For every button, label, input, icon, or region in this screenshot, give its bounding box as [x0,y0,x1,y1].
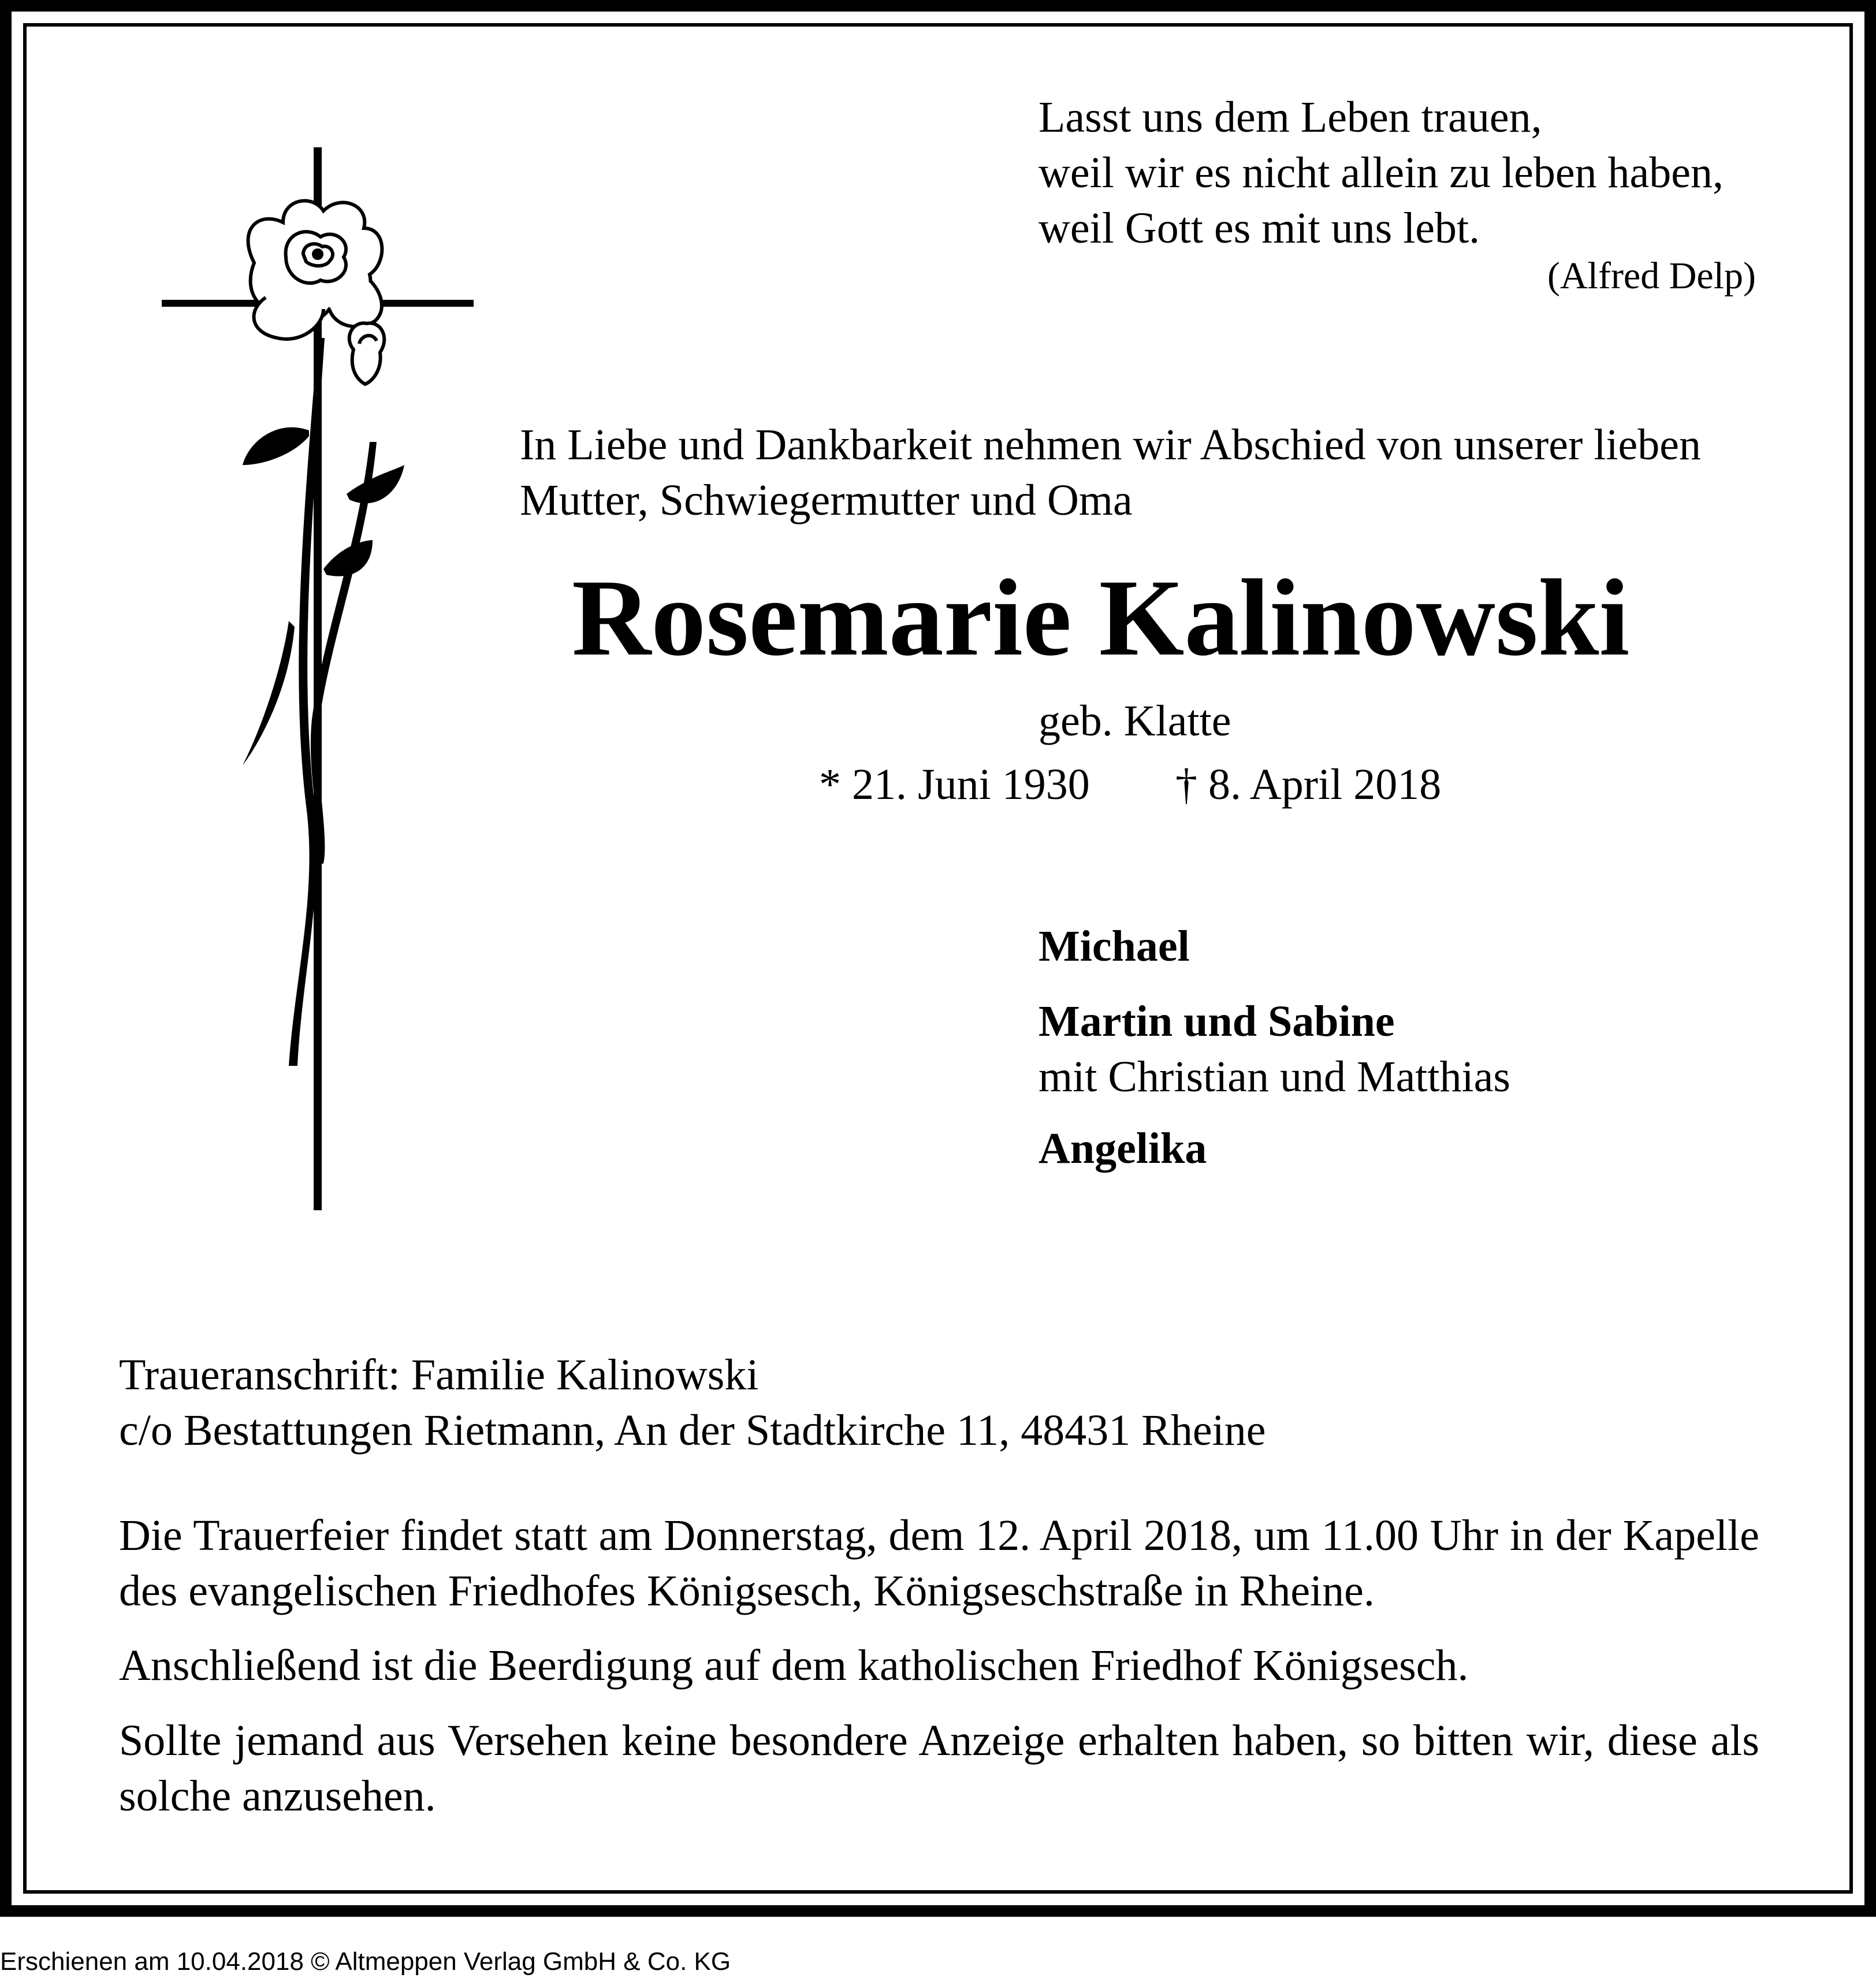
publication-footer: Erschienen am 10.04.2018 © Altmeppen Verlag GmbH & Co. KG [0,1947,731,1976]
family-member: Michael [1038,922,1190,971]
mourning-address [119,1347,1265,1458]
intro-text [520,417,1701,528]
quote-author: (Alfred Delp) [1547,255,1756,297]
death-date: † 8. April 2018 [1175,760,1442,809]
deceased-name: Rosemarie Kalinowski [572,557,1630,679]
burial-paragraph: Anschließend ist die Beerdigung auf dem katholischen Friedhof Königsesch. [119,1641,1469,1690]
address-line: c/o Bestattungen Rietmann, An der Stadtkirche 11, 48431 Rheine [119,1406,1266,1455]
family-member: Angelika [1038,1124,1207,1173]
family-member: Martin und Sabine [1038,997,1395,1046]
cross-with-rose-icon [150,142,485,1216]
quote-line: weil wir es nicht allein zu leben haben, [1038,148,1724,197]
family-grandchildren: mit Christian und Matthias [1038,1053,1510,1101]
intro-line: In Liebe und Dankbarkeit nehmen wir Abschied von unserer lieben [520,421,1702,469]
address-line: Traueranschrift: Familie Kalinowski [119,1351,759,1399]
ceremony-paragraph: Die Trauerfeier findet statt am Donnerstag, dem 12. April 2018, um 11.00 Uhr in der Kapelle des evangelischen Friedhofes Königsesch, Königseschstraße in Rheine. [119,1511,1759,1615]
notice-paragraph: Sollte jemand aus Versehen keine besondere Anzeige erhalten haben, so bitten wir, diese als solche anzusehen. [119,1716,1759,1820]
quote-line: weil Gott es mit uns lebt. [1038,204,1480,252]
intro-line: Mutter, Schwiegermutter und Oma [520,476,1133,525]
birth-date: * 21. Juni 1930 [819,760,1090,809]
maiden-name: geb. Klatte [1038,697,1231,745]
quote-line: Lasst uns dem Leben trauen, [1038,93,1542,142]
quote [1038,90,1724,256]
